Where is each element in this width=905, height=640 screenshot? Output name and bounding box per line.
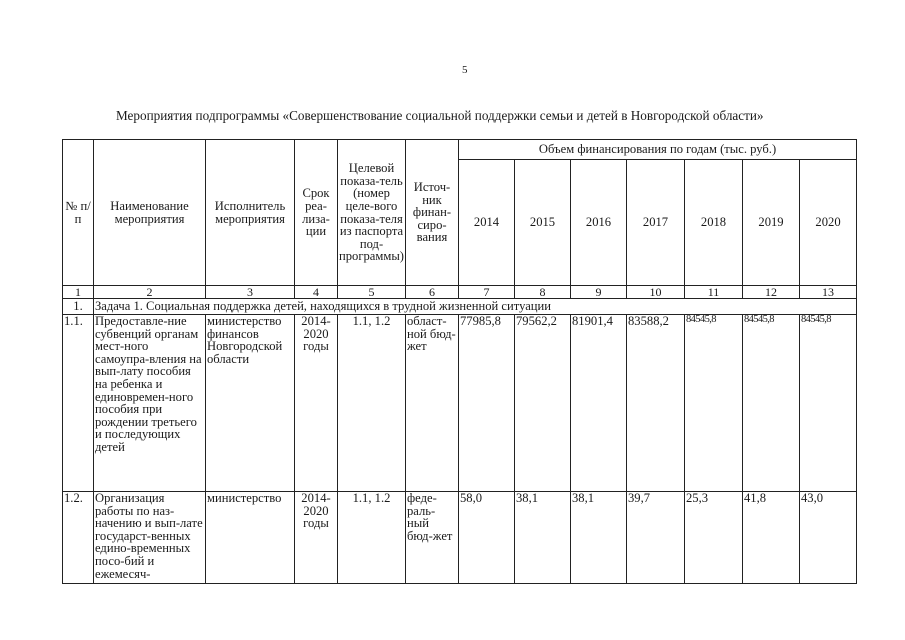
column-number: 4 (295, 286, 338, 299)
row-value: 58,0 (459, 492, 515, 584)
column-number: 12 (743, 286, 800, 299)
row-value: 39,7 (627, 492, 685, 584)
header-year: 2016 (571, 160, 627, 286)
header-funding: Объем финансирования по годам (тыс. руб.) (459, 140, 857, 160)
column-number: 9 (571, 286, 627, 299)
row-source: феде-раль-ный бюд-жет (406, 492, 459, 584)
header-source: Источ-ник финан-сиро-вания (406, 140, 459, 286)
document-title: Мероприятия подпрограммы «Совершенствование социальной поддержки семьи и детей в Новгородской области» (116, 108, 764, 123)
header-year: 2017 (627, 160, 685, 286)
row-value: 25,3 (685, 492, 743, 584)
header-executor: Исполнитель мероприятия (206, 140, 295, 286)
row-value: 77985,8 (459, 315, 515, 492)
row-name: Организация работы по наз-начению и вып-лате государст-венных едино-временных посо-бий и ежемесяч- (94, 492, 206, 584)
column-number: 8 (515, 286, 571, 299)
row-value: 83588,2 (627, 315, 685, 492)
task-number: 1. (63, 299, 94, 315)
row-value: 84545,8 (743, 315, 800, 492)
table-row (63, 315, 857, 492)
column-number: 5 (338, 286, 406, 299)
row-executor: министерство финансов Новгородской области (206, 315, 295, 492)
row-value: 38,1 (571, 492, 627, 584)
column-number: 1 (63, 286, 94, 299)
header-num: № п/п (63, 140, 94, 286)
task-row (63, 299, 857, 315)
row-value: 81901,4 (571, 315, 627, 492)
column-number: 13 (800, 286, 857, 299)
header-year: 2020 (800, 160, 857, 286)
row-value: 43,0 (800, 492, 857, 584)
row-value: 84545,8 (685, 315, 743, 492)
task-text: Задача 1. Социальная поддержка детей, находящихся в трудной жизненной ситуации (94, 299, 857, 315)
row-value: 41,8 (743, 492, 800, 584)
page-number: 5 (462, 64, 468, 76)
column-number: 10 (627, 286, 685, 299)
row-value: 84545,8 (800, 315, 857, 492)
header-term: Срок реа-лиза-ции (295, 140, 338, 286)
row-executor: министерство (206, 492, 295, 584)
header-year: 2018 (685, 160, 743, 286)
row-target: 1.1, 1.2 (338, 315, 406, 492)
row-value: 38,1 (515, 492, 571, 584)
table-row (63, 492, 857, 584)
column-number: 6 (406, 286, 459, 299)
header-name: Наименование мероприятия (94, 140, 206, 286)
header-year: 2015 (515, 160, 571, 286)
row-term: 2014-2020 годы (295, 492, 338, 584)
row-number: 1.2. (63, 492, 94, 584)
row-number: 1.1. (63, 315, 94, 492)
column-number: 2 (94, 286, 206, 299)
header-year: 2014 (459, 160, 515, 286)
header-year: 2019 (743, 160, 800, 286)
column-number: 7 (459, 286, 515, 299)
column-number: 11 (685, 286, 743, 299)
row-name: Предоставле-ние субвенций органам мест-ного самоупра-вления на вып-лату пособия на ребенка и единовремен-ного пособия при рождении третьего и последующих детей (94, 315, 206, 492)
row-term: 2014-2020 годы (295, 315, 338, 492)
header-target: Целевой показа-тель (номер целе-вого показа-теля из паспорта под-программы) (338, 140, 406, 286)
column-number: 3 (206, 286, 295, 299)
events-table (62, 139, 857, 584)
row-source: област-ной бюд-жет (406, 315, 459, 492)
row-target: 1.1, 1.2 (338, 492, 406, 584)
column-number-row (63, 286, 857, 299)
row-value: 79562,2 (515, 315, 571, 492)
